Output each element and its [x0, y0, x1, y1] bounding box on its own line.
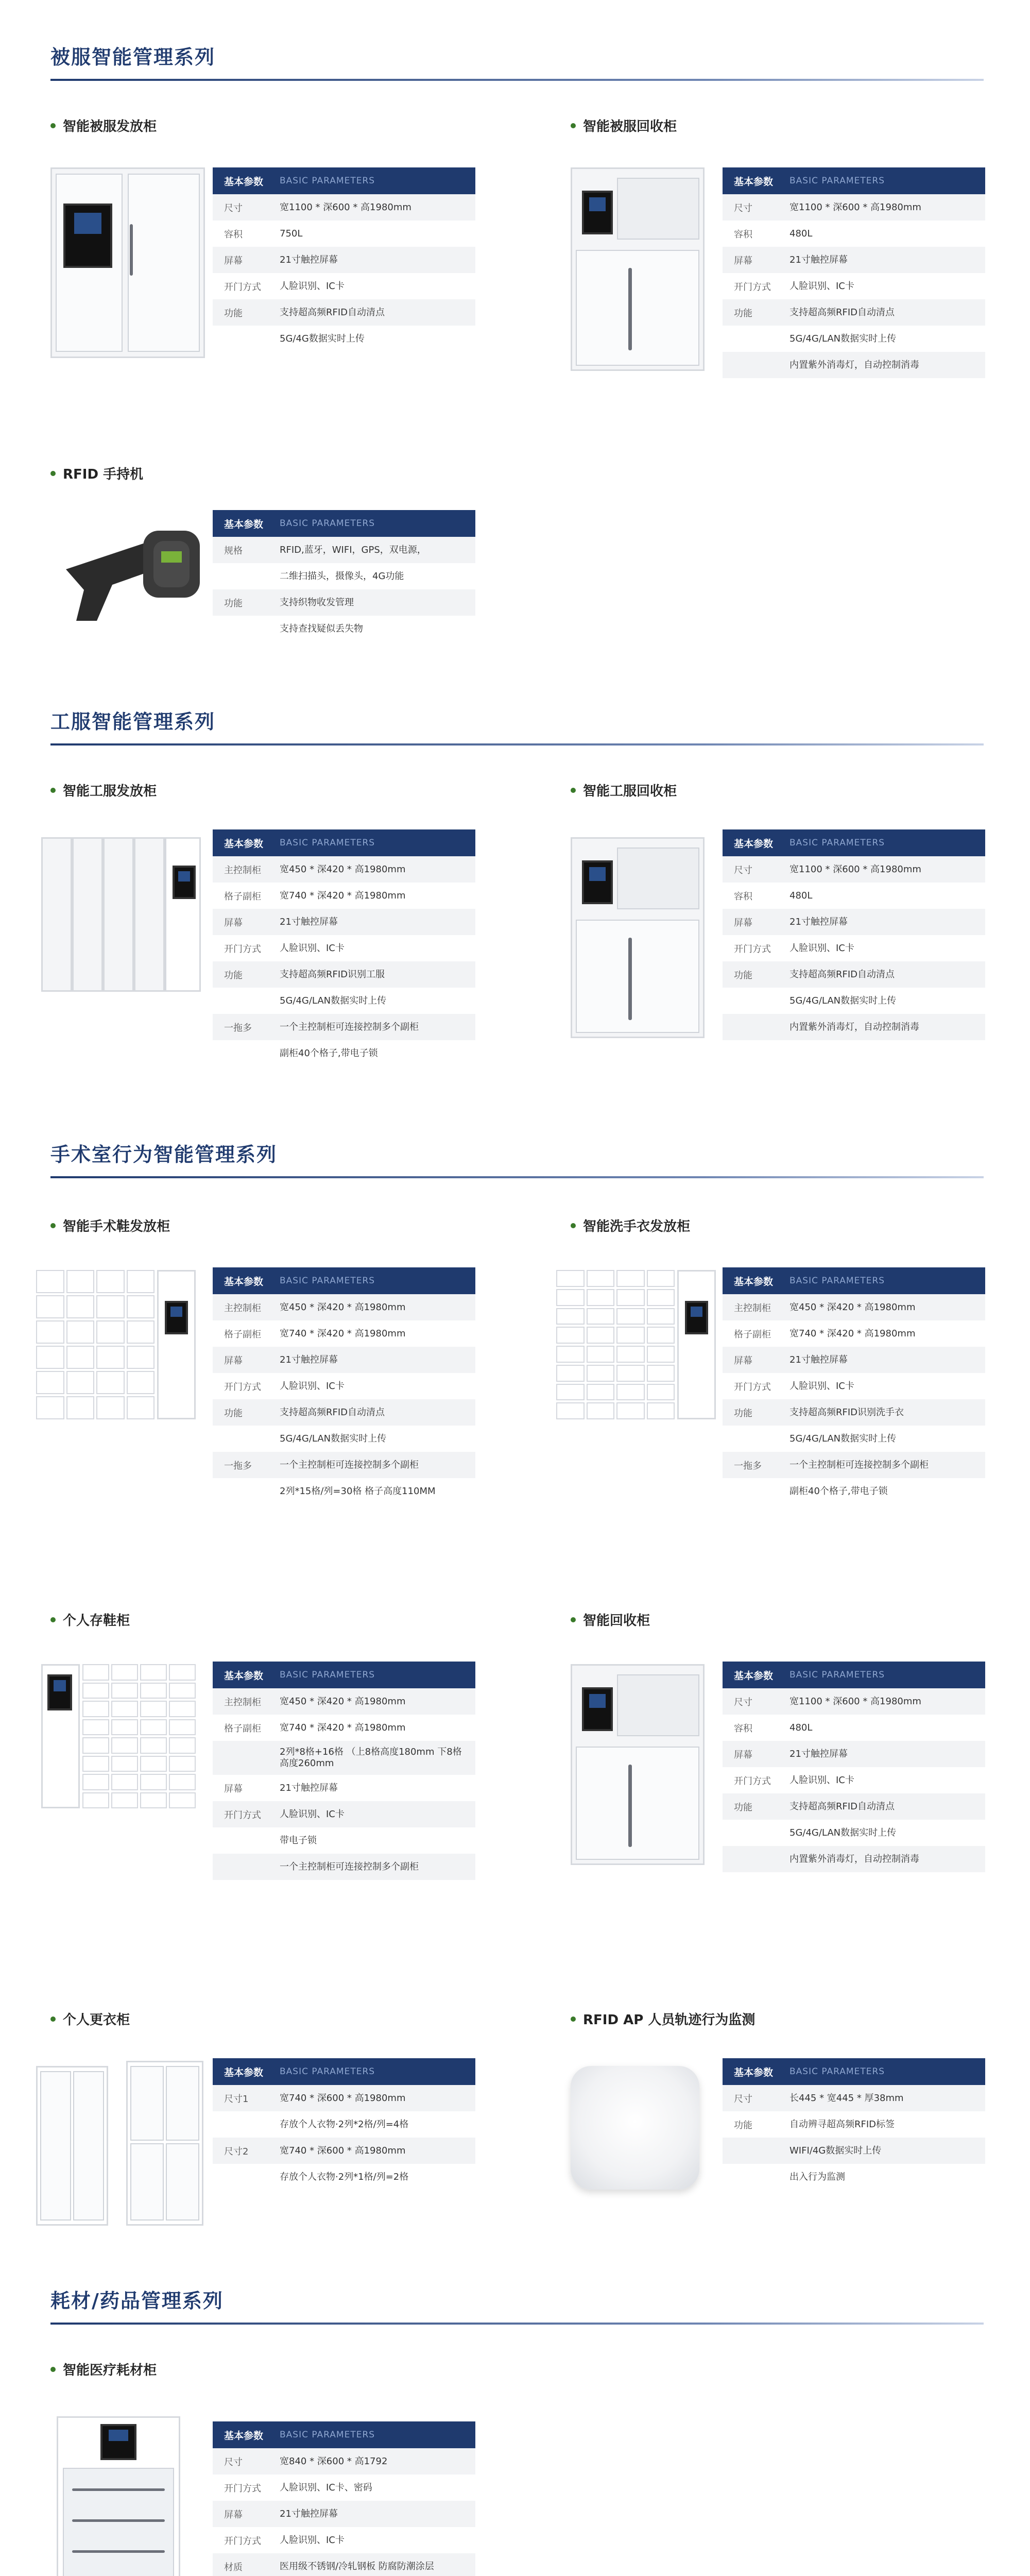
spec-key: 屏幕 [734, 1355, 752, 1366]
spec-row [723, 1373, 985, 1399]
bullet-dot-icon [50, 123, 56, 128]
spec-value: 长445 * 宽445 * 厚38mm [789, 2092, 904, 2104]
spec-value: 宽740 * 深420 * 高1980mm [280, 1722, 406, 1733]
spec-value: 支持超高频RFID自动清点 [789, 307, 895, 318]
spec-row [213, 2527, 475, 2553]
spec-table: 基本参数 BASIC PARAMETERS 主控制柜 宽450 * 深420 * 高1980mm 格子副柜 宽740 * 深420 * 高1980mm 屏幕 21寸触控屏幕 开门方式 人脸识别、IC卡 功能 支持超高频RFID识别工服 5G/4G/LAN数据实时上传 一拖多 一个主控制柜可连接控制多个副柜 副柜40个格子,带电子锁 [213, 829, 475, 1066]
spec-value: 21寸触控屏幕 [789, 1748, 848, 1759]
spec-key: 主控制柜 [734, 1302, 771, 1314]
section-title-workwear: 工服智能管理系列 [50, 710, 216, 733]
spec-value: 人脸识别、IC卡 [280, 1808, 345, 1820]
spec-value: 480L [789, 890, 813, 901]
spec-value: 5G/4G/LAN数据实时上传 [789, 1827, 897, 1838]
spec-row [723, 1426, 985, 1452]
spec-value: 带电子锁 [280, 1835, 317, 1846]
spec-row [213, 1040, 475, 1066]
spec-row [213, 2448, 475, 2475]
spec-key: 屏幕 [224, 2509, 243, 2520]
spec-key: 一拖多 [224, 1022, 252, 1033]
spec-key: 屏幕 [734, 917, 752, 928]
product-image-personal-locker [36, 2061, 206, 2228]
spec-row [723, 2085, 985, 2111]
bullet-dot-icon [50, 1617, 56, 1622]
product-title: RFID AP 人员轨迹行为监测 [571, 2009, 755, 2028]
spec-key: 开门方式 [224, 281, 261, 293]
spec-key: 格子副柜 [734, 1329, 771, 1340]
spec-row [723, 935, 985, 961]
spec-key: 一拖多 [734, 1460, 762, 1471]
spec-table: 基本参数 BASIC PARAMETERS 尺寸 宽1100 * 深600 * 高1980mm 容积 480L 屏幕 21寸触控屏幕 开门方式 人脸识别、IC卡 功能 支持超高频RFID自动清点 5G/4G/LAN数据实时上传 内置紫外消毒灯，自动控制消毒 [723, 167, 985, 378]
spec-value: 750L [280, 228, 303, 239]
spec-row [723, 1715, 985, 1741]
product-title: 智能被服回收柜 [571, 116, 677, 135]
spec-row [723, 1320, 985, 1347]
spec-row [723, 1820, 985, 1846]
spec-row [723, 352, 985, 378]
spec-key: 屏幕 [224, 917, 243, 928]
spec-value: WIFI/4G数据实时上传 [789, 2145, 882, 2156]
spec-key: 尺寸1 [224, 2093, 249, 2105]
section-divider [50, 1176, 984, 1178]
spec-row [213, 299, 475, 326]
spec-value: 副柜40个格子,带电子锁 [789, 1485, 888, 1497]
spec-value: 存放个人衣物·2列*1格/列=2格 [280, 2171, 409, 2182]
spec-value: 宽450 * 深420 * 高1980mm [280, 863, 406, 875]
spec-value: 一个主控制柜可连接控制多个副柜 [789, 1459, 929, 1470]
spec-value: 人脸识别、IC卡 [280, 942, 345, 954]
spec-key: 开门方式 [224, 1809, 261, 1821]
spec-row [213, 326, 475, 352]
spec-row [213, 563, 475, 589]
product-title: 智能洗手衣发放柜 [571, 1216, 690, 1235]
spec-value: 480L [789, 1722, 813, 1733]
spec-row [723, 1793, 985, 1820]
spec-row [213, 247, 475, 273]
spec-key: 主控制柜 [224, 1302, 261, 1314]
spec-value: 存放个人衣物·2列*2格/列=4格 [280, 2119, 409, 2130]
spec-value: 宽450 * 深420 * 高1980mm [789, 1301, 916, 1313]
spec-row [723, 247, 985, 273]
spec-row [213, 1827, 475, 1854]
product-title: 个人存鞋柜 [50, 1610, 130, 1629]
spec-table: 基本参数 BASIC PARAMETERS 主控制柜 宽450 * 深420 * 高1980mm 格子副柜 宽740 * 深420 * 高1980mm 2列*8格+16格 （上8格高度180mm 下8格高度260mm 屏幕 21寸触控屏幕 开门方式 人脸识别、IC卡 带电子锁 一个主控制柜可连接控制多个副柜 [213, 1662, 475, 1880]
spec-row [723, 1294, 985, 1320]
spec-row [723, 1347, 985, 1373]
spec-value: 副柜40个格子,带电子锁 [280, 1047, 378, 1059]
spec-row [213, 1373, 475, 1399]
product-image-handheld-reader [56, 513, 205, 626]
spec-row [213, 961, 475, 988]
spec-row [213, 2111, 475, 2138]
product-image-shoe-dispenser [36, 1270, 201, 1425]
spec-table: 基本参数 BASIC PARAMETERS 主控制柜 宽450 * 深420 * 高1980mm 格子副柜 宽740 * 深420 * 高1980mm 屏幕 21寸触控屏幕 开门方式 人脸识别、IC卡 功能 支持超高频RFID自动清点 5G/4G/LAN数据实时上传 一拖多 一个主控制柜可连接控制多个副柜 2列*15格/列=30格 格子高度110MM [213, 1267, 475, 1504]
spec-value: 宽740 * 深420 * 高1980mm [280, 1328, 406, 1339]
product-title: 智能回收柜 [571, 1610, 650, 1629]
spec-row [723, 1478, 985, 1504]
spec-row [213, 2164, 475, 2190]
spec-key: 格子副柜 [224, 1723, 261, 1734]
spec-row [213, 1294, 475, 1320]
product-title: 个人更衣柜 [50, 2009, 130, 2028]
product-image-recycler [571, 1664, 705, 1865]
spec-key: 开门方式 [224, 943, 261, 955]
spec-table: 基本参数 BASIC PARAMETERS 尺寸 宽840 * 深600 * 高1792 开门方式 人脸识别、IC卡、密码 屏幕 21寸触控屏幕 开门方式 人脸识别、IC卡 材质 医用级不锈钢/冷轧钢板 防腐防潮涂层 [213, 2421, 475, 2576]
spec-value: 2列*15格/列=30格 格子高度110MM [280, 1485, 436, 1497]
section-title-operating-room: 手术室行为智能管理系列 [50, 1143, 278, 1166]
spec-row [213, 1741, 475, 1775]
spec-table: 基本参数 BASIC PARAMETERS 尺寸 宽1100 * 深600 * 高1980mm 容积 480L 屏幕 21寸触控屏幕 开门方式 人脸识别、IC卡 功能 支持超高频RFID自动清点 5G/4G/LAN数据实时上传 内置紫外消毒灯，自动控制消毒 [723, 829, 985, 1040]
spec-value: RFID,蓝牙，WIFI，GPS，双电源， [280, 544, 426, 555]
spec-row [723, 194, 985, 221]
bullet-dot-icon [571, 788, 576, 793]
spec-value: 支持织物收发管理 [280, 597, 354, 608]
spec-value: 人脸识别、IC卡 [789, 1774, 854, 1786]
spec-row [723, 961, 985, 988]
spec-row [213, 1347, 475, 1373]
spec-key: 尺寸 [734, 1697, 752, 1708]
spec-value: 一个主控制柜可连接控制多个副柜 [280, 1459, 419, 1470]
product-image-scrubs-dispenser [556, 1270, 721, 1425]
section-divider [50, 2323, 984, 2325]
section-divider [50, 79, 984, 81]
spec-row [723, 909, 985, 935]
spec-value: 支持超高频RFID自动清点 [280, 1406, 385, 1418]
product-image-workwear-recycler [571, 837, 705, 1038]
spec-key: 格子副柜 [224, 1329, 261, 1340]
spec-value: 支持超高频RFID自动清点 [789, 969, 895, 980]
spec-value: 5G/4G/LAN数据实时上传 [280, 1433, 387, 1444]
spec-value: 21寸触控屏幕 [789, 1354, 848, 1365]
spec-value: 医用级不锈钢/冷轧钢板 防腐防潮涂层 [280, 2561, 434, 2572]
spec-value: 21寸触控屏幕 [280, 1782, 338, 1793]
spec-row [213, 1801, 475, 1827]
spec-row [723, 299, 985, 326]
spec-table: 基本参数 BASIC PARAMETERS 主控制柜 宽450 * 深420 * 高1980mm 格子副柜 宽740 * 深420 * 高1980mm 屏幕 21寸触控屏幕 开门方式 人脸识别、IC卡 功能 支持超高频RFID识别洗手衣 5G/4G/LAN数据实时上传 一拖多 一个主控制柜可连接控制多个副柜 副柜40个格子,带电子锁 [723, 1267, 985, 1504]
product-image-medical-consumables-cabinet [57, 2416, 180, 2576]
spec-row [723, 2164, 985, 2190]
product-image-bedding-dispenser [50, 167, 205, 358]
product-title: 智能工服发放柜 [50, 781, 157, 800]
spec-value: 人脸识别、IC卡 [280, 1380, 345, 1392]
spec-value: 21寸触控屏幕 [280, 1354, 338, 1365]
spec-row [723, 1741, 985, 1767]
spec-row [213, 273, 475, 299]
spec-value: 支持超高频RFID识别洗手衣 [789, 1406, 904, 1418]
spec-row [213, 1715, 475, 1741]
spec-key: 屏幕 [224, 1783, 243, 1794]
spec-key: 开门方式 [224, 2535, 261, 2547]
spec-value: 宽740 * 深420 * 高1980mm [789, 1328, 916, 1339]
spec-key: 开门方式 [734, 1775, 771, 1787]
spec-row [213, 909, 475, 935]
spec-value: 宽1100 * 深600 * 高1980mm [789, 201, 921, 213]
spec-row [213, 1014, 475, 1040]
spec-table: 基本参数 BASIC PARAMETERS 尺寸1 宽740 * 深600 * 高1980mm 存放个人衣物·2列*2格/列=4格 尺寸2 宽740 * 深600 * 高1980mm 存放个人衣物·2列*1格/列=2格 [213, 2058, 475, 2190]
product-image-bedding-recycler [571, 167, 705, 371]
spec-row [213, 194, 475, 221]
product-title: RFID 手持机 [50, 464, 143, 483]
spec-value: 宽740 * 深600 * 高1980mm [280, 2145, 406, 2156]
spec-row [723, 326, 985, 352]
spec-row [213, 1426, 475, 1452]
spec-key: 容积 [734, 1723, 752, 1734]
spec-row [213, 1452, 475, 1478]
spec-row [723, 2138, 985, 2164]
spec-value: 人脸识别、IC卡 [789, 942, 854, 954]
spec-value: 21寸触控屏幕 [789, 916, 848, 927]
spec-value: 一个主控制柜可连接控制多个副柜 [280, 1021, 419, 1032]
spec-row [213, 589, 475, 616]
spec-row [723, 1846, 985, 1872]
product-image-shoe-locker [41, 1664, 201, 1814]
spec-table: 基本参数 BASIC PARAMETERS 尺寸 长445 * 宽445 * 厚38mm 功能 自动辨寻超高频RFID标签 WIFI/4G数据实时上传 出入行为监测 [723, 2058, 985, 2190]
spec-key: 格子副柜 [224, 891, 261, 902]
bullet-dot-icon [50, 2367, 56, 2372]
spec-table: 基本参数 BASIC PARAMETERS 规格 RFID,蓝牙，WIFI，GPS，双电源， 二维扫描头，摄像头，4G功能 功能 支持织物收发管理 支持查找疑似丢失物 [213, 510, 475, 642]
spec-key: 开门方式 [734, 943, 771, 955]
spec-row [213, 935, 475, 961]
spec-value: 人脸识别、IC卡、密码 [280, 2482, 372, 2493]
spec-key: 尺寸 [734, 2093, 752, 2105]
bullet-dot-icon [50, 788, 56, 793]
spec-row [213, 2085, 475, 2111]
spec-key: 容积 [224, 229, 243, 240]
spec-row [213, 616, 475, 642]
spec-key: 功能 [734, 970, 752, 981]
spec-value: 5G/4G数据实时上传 [280, 333, 365, 344]
spec-key: 材质 [224, 2562, 243, 2573]
spec-value: 21寸触控屏幕 [789, 254, 848, 265]
spec-key: 规格 [224, 545, 243, 556]
spec-row [213, 1478, 475, 1504]
spec-key: 尺寸 [224, 2456, 243, 2468]
spec-value: 人脸识别、IC卡 [280, 2534, 345, 2546]
spec-row [213, 221, 475, 247]
spec-key: 屏幕 [734, 255, 752, 266]
product-title: 智能被服发放柜 [50, 116, 157, 135]
spec-row [723, 1688, 985, 1715]
spec-row [213, 2501, 475, 2527]
spec-value: 宽1100 * 深600 * 高1980mm [789, 1696, 921, 1707]
product-image-rfid-ap [571, 2066, 705, 2195]
spec-key: 尺寸 [734, 202, 752, 214]
spec-row [723, 1399, 985, 1426]
spec-row [213, 2138, 475, 2164]
spec-value: 一个主控制柜可连接控制多个副柜 [280, 1861, 419, 1872]
spec-row [213, 1854, 475, 1880]
spec-value: 5G/4G/LAN数据实时上传 [789, 1433, 897, 1444]
spec-row [723, 883, 985, 909]
spec-value: 人脸识别、IC卡 [789, 1380, 854, 1392]
spec-row [213, 1399, 475, 1426]
spec-value: 5G/4G/LAN数据实时上传 [280, 995, 387, 1006]
spec-key: 主控制柜 [224, 1697, 261, 1708]
spec-row [213, 988, 475, 1014]
spec-row [723, 988, 985, 1014]
spec-value: 内置紫外消毒灯，自动控制消毒 [789, 359, 919, 370]
section-title-bedding: 被服智能管理系列 [50, 46, 216, 69]
spec-value: 支持查找疑似丢失物 [280, 623, 363, 634]
spec-key: 开门方式 [734, 281, 771, 293]
spec-value: 支持超高频RFID识别工服 [280, 969, 385, 980]
spec-key: 尺寸 [734, 865, 752, 876]
spec-key: 主控制柜 [224, 865, 261, 876]
spec-key: 功能 [734, 1408, 752, 1419]
spec-row [213, 883, 475, 909]
spec-key: 开门方式 [224, 1381, 261, 1393]
spec-table: 基本参数 BASIC PARAMETERS 尺寸 宽1100 * 深600 * 高1980mm 容积 750L 屏幕 21寸触控屏幕 开门方式 人脸识别、IC卡 功能 支持超高频RFID自动清点 5G/4G数据实时上传 [213, 167, 475, 352]
spec-key: 屏幕 [224, 255, 243, 266]
spec-row [213, 1688, 475, 1715]
spec-key: 开门方式 [224, 2483, 261, 2494]
bullet-dot-icon [571, 1223, 576, 1228]
spec-key: 屏幕 [224, 1355, 243, 1366]
spec-value: 内置紫外消毒灯，自动控制消毒 [789, 1853, 919, 1865]
spec-value: 内置紫外消毒灯，自动控制消毒 [789, 1021, 919, 1032]
bullet-dot-icon [571, 1617, 576, 1622]
spec-value: 出入行为监测 [789, 2171, 845, 2182]
spec-value: 人脸识别、IC卡 [789, 280, 854, 292]
spec-row [213, 537, 475, 563]
spec-key: 容积 [734, 891, 752, 902]
spec-value: 宽740 * 深600 * 高1980mm [280, 2092, 406, 2104]
spec-value: 5G/4G/LAN数据实时上传 [789, 333, 897, 344]
section-divider [50, 743, 984, 745]
spec-value: 2列*8格+16格 （上8格高度180mm 下8格高度260mm [280, 1747, 462, 1769]
spec-value: 宽840 * 深600 * 高1792 [280, 2455, 388, 2467]
spec-value: 宽450 * 深420 * 高1980mm [280, 1301, 406, 1313]
spec-key: 尺寸 [224, 202, 243, 214]
spec-key: 功能 [734, 308, 752, 319]
spec-value: 5G/4G/LAN数据实时上传 [789, 995, 897, 1006]
spec-value: 支持超高频RFID自动清点 [789, 1801, 895, 1812]
bullet-dot-icon [50, 1223, 56, 1228]
spec-value: 支持超高频RFID自动清点 [280, 307, 385, 318]
spec-value: 二维扫描头，摄像头，4G功能 [280, 570, 404, 582]
spec-value: 21寸触控屏幕 [280, 254, 338, 265]
product-title: 智能医疗耗材柜 [50, 2360, 157, 2379]
spec-value: 宽450 * 深420 * 高1980mm [280, 1696, 406, 1707]
spec-row [213, 2553, 475, 2576]
spec-table: 基本参数 BASIC PARAMETERS 尺寸 宽1100 * 深600 * 高1980mm 容积 480L 屏幕 21寸触控屏幕 开门方式 人脸识别、IC卡 功能 支持超高频RFID自动清点 5G/4G/LAN数据实时上传 内置紫外消毒灯，自动控制消毒 [723, 1662, 985, 1872]
spec-key: 功能 [734, 1802, 752, 1813]
bullet-dot-icon [571, 123, 576, 128]
spec-row [213, 1320, 475, 1347]
spec-row [723, 273, 985, 299]
spec-key: 屏幕 [734, 1749, 752, 1760]
spec-row [723, 1767, 985, 1793]
spec-key: 开门方式 [734, 1381, 771, 1393]
spec-key: 功能 [224, 598, 243, 609]
spec-key: 容积 [734, 229, 752, 240]
spec-key: 尺寸2 [224, 2146, 249, 2157]
bullet-dot-icon [50, 2016, 56, 2022]
spec-value: 自动辨寻超高频RFID标签 [789, 2119, 895, 2130]
product-image-workwear-dispenser [41, 837, 201, 997]
spec-row [213, 1775, 475, 1801]
spec-row [723, 1014, 985, 1040]
bullet-dot-icon [571, 2016, 576, 2022]
section-title-consumables: 耗材/药品管理系列 [50, 2290, 224, 2312]
spec-value: 21寸触控屏幕 [280, 916, 338, 927]
spec-value: 人脸识别、IC卡 [280, 280, 345, 292]
spec-value: 宽740 * 深420 * 高1980mm [280, 890, 406, 901]
spec-value: 480L [789, 228, 813, 239]
spec-key: 功能 [734, 2120, 752, 2131]
spec-row [723, 1452, 985, 1478]
spec-row [723, 856, 985, 883]
spec-value: 宽1100 * 深600 * 高1980mm [280, 201, 411, 213]
spec-value: 宽1100 * 深600 * 高1980mm [789, 863, 921, 875]
product-title: 智能手术鞋发放柜 [50, 1216, 170, 1235]
product-title: 智能工服回收柜 [571, 781, 677, 800]
spec-row [723, 221, 985, 247]
spec-value: 21寸触控屏幕 [280, 2508, 338, 2519]
spec-key: 一拖多 [224, 1460, 252, 1471]
spec-key: 功能 [224, 308, 243, 319]
spec-row [213, 856, 475, 883]
spec-key: 功能 [224, 970, 243, 981]
bullet-dot-icon [50, 471, 56, 476]
spec-row [213, 2475, 475, 2501]
spec-key: 功能 [224, 1408, 243, 1419]
spec-row [723, 2111, 985, 2138]
